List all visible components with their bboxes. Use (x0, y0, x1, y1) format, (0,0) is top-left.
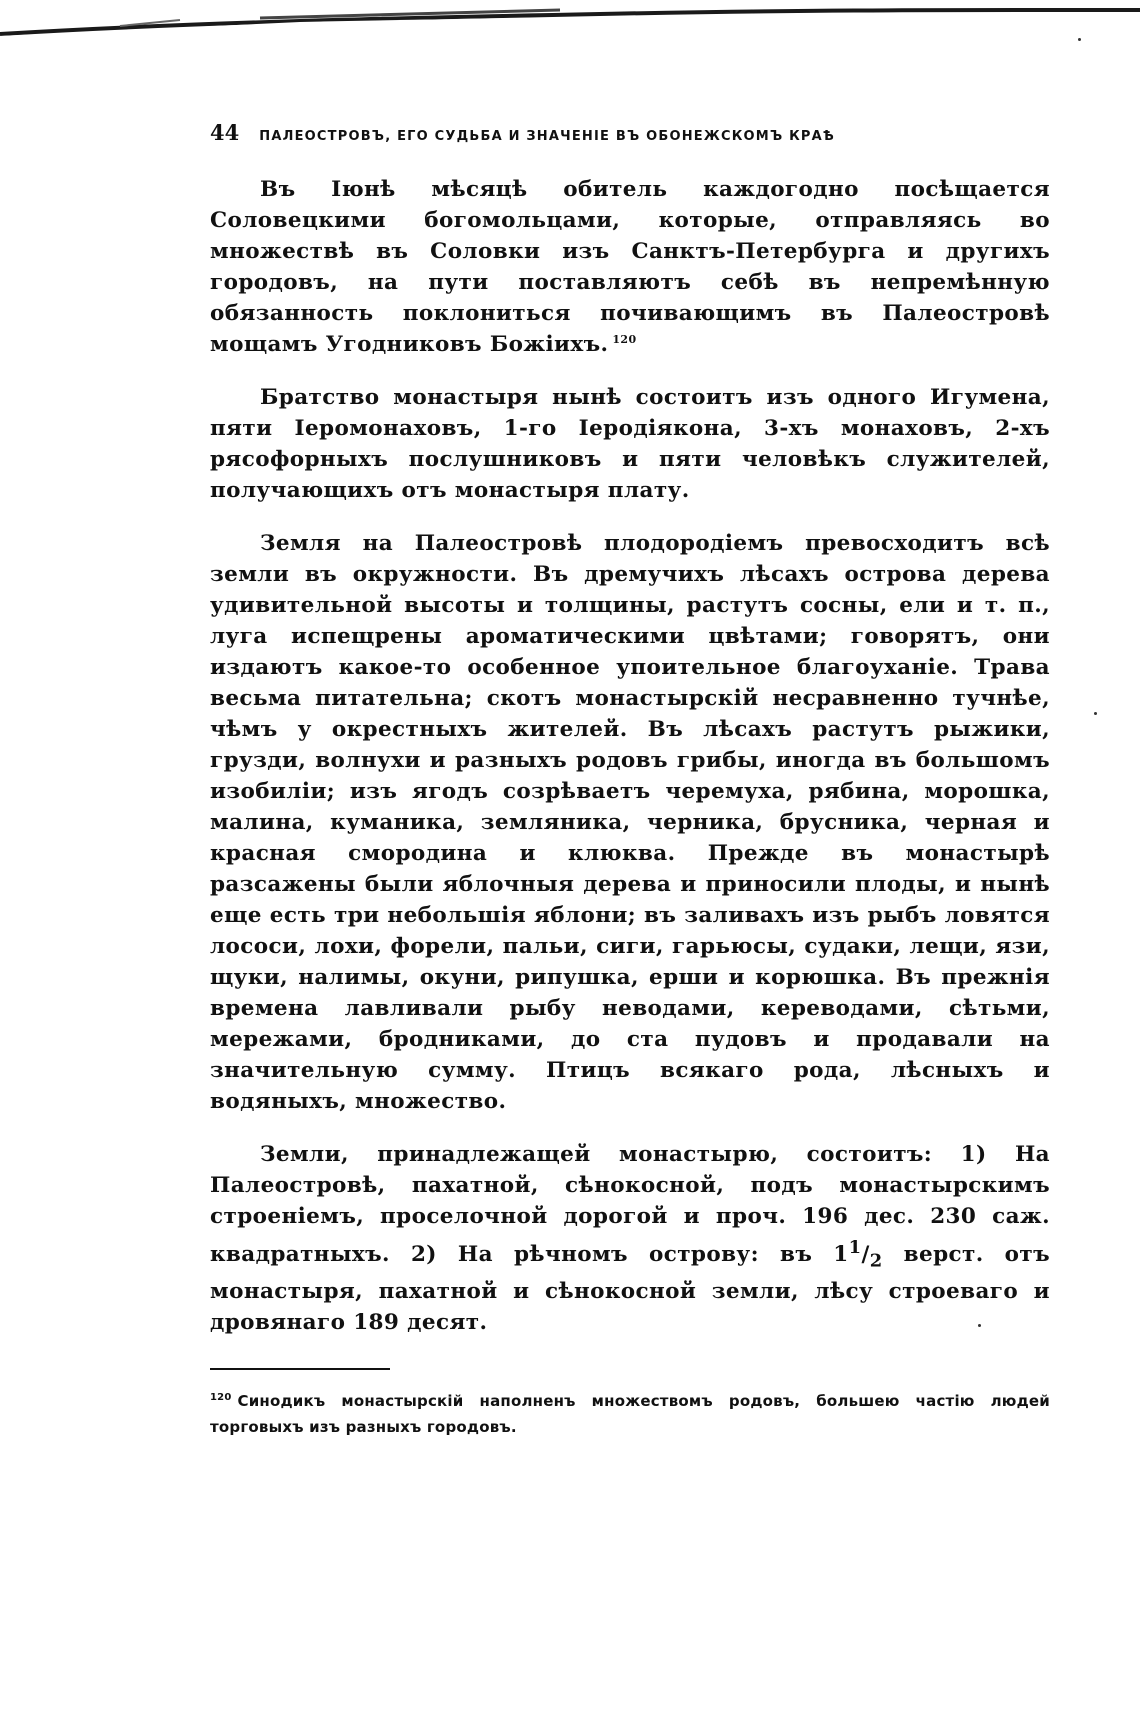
running-head (210, 120, 1050, 160)
page-number: 44 (210, 120, 240, 145)
paragraph-text: Братство монастыря нынѣ состоитъ изъ одного Игумена, пяти Іеромонаховъ, 1-го Іеродіякона, 3-хъ монаховъ, 2-хъ рясофорныхъ послушниковъ и пяти человѣкъ служителей, получающихъ отъ монастыря плату. (210, 385, 1050, 503)
scan-edge-artifact (0, 0, 1140, 40)
paragraph-text: Въ Іюнѣ мѣсяцѣ обитель каждогодно посѣщается Соловецкими богомольцами, которые, отправляясь во множествѣ въ Соловки изъ Санктъ-Петербурга и другихъ городовъ, на пути поставляютъ себѣ въ непремѣнную обязанность поклониться почивающимъ въ Палеостровѣ мощамъ Угодниковъ Божіихъ. (210, 177, 1050, 357)
fraction-numerator: 1 (848, 1237, 862, 1258)
paragraph-brotherhood (210, 382, 1050, 506)
paragraph-land-fertility (210, 528, 1050, 1117)
footnote (210, 1388, 1050, 1440)
fraction-denominator: 2 (869, 1250, 883, 1272)
paragraph-text: Земля на Палеостровѣ плодородіемъ превосходитъ всѣ земли въ окружности. Въ дремучихъ лѣсахъ острова дерева удивительной высоты и толщины, растутъ сосны, ели и т. п., луга испещрены ароматическими цвѣтами; говорятъ, они издаютъ какое-то особенное упоительное благоуханіе. Трава весьма питательна; скотъ монастырскій несравненно тучнѣе, чѣмъ у окрестныхъ жителей. Въ лѣсахъ растутъ рыжики, грузди, волнухи и разныхъ родовъ грибы, иногда въ большомъ изобиліи; изъ ягодъ созрѣваетъ черемуха, рябина, морошка, малина, куманика, земляника, черника, брусника, черная и красная смородина и клюква. Прежде въ монастырѣ разсажены были яблочныя дерева и приносили плоды, и нынѣ еще есть три небольшія яблони; въ заливахъ изъ рыбъ ловятся лососи, лохи, форели, пальи, сиги, гарьюсы, судаки, лещи, язи, щуки, налимы, окуни, рипушка, ерши и корюшка. Въ прежнія времена лавливали рыбу неводами, кереводами, сѣтьми, мережами, бродниками, до ста пудовъ и продавали на значительную сумму. Птицъ всякаго рода, лѣсныхъ и водяныхъ, множество. (210, 531, 1050, 1114)
footnote-reference: 120 (612, 332, 637, 346)
fraction-one-half: $^1/_2$ (848, 1237, 883, 1272)
scan-speck (1094, 712, 1097, 715)
footnote-divider (210, 1368, 390, 1370)
paragraph-land-holdings (210, 1139, 1050, 1338)
running-title: ПАЛЕОСТРОВЪ, ЕГО СУДЬБА И ЗНАЧЕНІЕ ВЪ ОБОНЕЖСКОМЪ КРАѢ (259, 129, 836, 144)
paragraph-text: Земли, принадлежащей монастырю, состоитъ: 1) На Палеостровѣ, пахатной, сѣнокосной, подъ монастырскимъ строеніемъ, проселочной дорогой и проч. 196 дес. 230 саж. квадратныхъ. 2) На рѣчномъ острову: въ 1 (210, 1142, 1050, 1268)
scan-speck (1078, 38, 1081, 41)
paragraph-text: верст. отъ монастыря, пахатной и сѣнокосной земли, лѣсу строеваго и дровянаго 189 десят. (210, 1242, 1050, 1336)
paragraph-pilgrims (210, 174, 1050, 360)
footnote-mark: 120 (210, 1392, 232, 1404)
footnote-text: Синодикъ монастырскій наполненъ множествомъ родовъ, большею частію людей торговыхъ изъ разныхъ городовъ. (210, 1392, 1050, 1437)
book-page (210, 120, 1050, 1440)
